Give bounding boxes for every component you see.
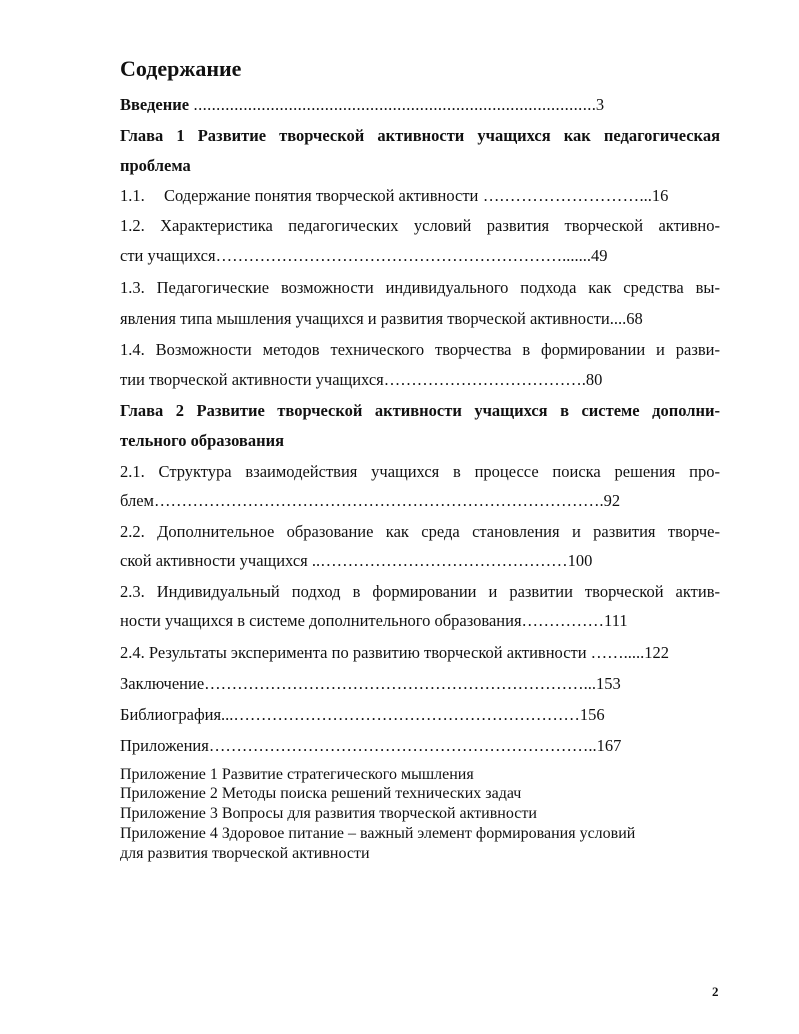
toc-section-1-2-text: сти учащихся………………………………………………………....... <box>120 246 591 265</box>
toc-intro-page: .3 <box>591 95 605 114</box>
page-title: Содержание <box>120 56 242 81</box>
appendix-item-3: Приложение 3 Вопросы для развития творческой активности <box>120 805 537 822</box>
toc-chapter-2-line-1[interactable]: Глава 2 Развитие творческой активности учащихся в системе дополни- <box>120 401 720 420</box>
toc-section-2-2-line-2[interactable]: ской активности учащихся ..………………………………………100 <box>120 551 593 570</box>
appendix-item-1: Приложение 1 Развитие стратегического мышления <box>120 766 474 783</box>
toc-chapter-1-line-1[interactable]: Глава 1 Развитие творческой активности учащихся как педагогическая <box>120 126 720 145</box>
toc-appendices[interactable]: Приложения……………………………………………………………..167 <box>120 736 622 755</box>
toc-section-1-3-line-2[interactable]: явления типа мышления учащихся и развития творческой активности....68 <box>120 309 643 328</box>
toc-bibliography[interactable]: Библиография...………………………………………………………156 <box>120 705 605 724</box>
toc-section-2-2-line-1[interactable]: 2.2. Дополнительное образование как среда становления и развития творче- <box>120 522 720 541</box>
toc-section-2-3-line-1[interactable]: 2.3. Индивидуальный подход в формировании и развитии творческой актив- <box>120 582 720 601</box>
toc-section-2-4[interactable]: 2.4. Результаты эксперимента по развитию творческой активности …….....122 <box>120 643 670 662</box>
toc-section-1-1[interactable] <box>120 185 720 207</box>
toc-section-1-2-line-1[interactable]: 1.2. Характеристика педагогических условий развития творческой активно- <box>120 216 720 235</box>
toc-section-1-1-dots: ….…………………… <box>478 186 640 205</box>
toc-section-2-1-line-2[interactable]: блем……………………………………………………………………….92 <box>120 491 621 510</box>
toc-section-1-2-line-2[interactable] <box>120 245 720 267</box>
toc-section-1-1-page: ...16 <box>639 186 669 205</box>
toc-intro[interactable] <box>120 94 720 116</box>
appendix-item-2: Приложение 2 Методы поиска решений технических задач <box>120 785 522 802</box>
toc-section-2-1-line-1[interactable]: 2.1. Структура взаимодействия учащихся в процессе поиска решения про- <box>120 462 720 481</box>
toc-section-1-3-line-1[interactable]: 1.3. Педагогические возможности индивидуального подхода как средства вы- <box>120 278 720 297</box>
appendix-item-4: Приложение 4 Здоровое питание – важный элемент формирования условий <box>120 825 636 842</box>
toc-section-2-3-line-2[interactable]: ности учащихся в системе дополнительного образования……………111 <box>120 611 628 630</box>
toc-intro-label: Введение <box>120 95 190 114</box>
toc-section-1-1-label: Содержание понятия творческой активности <box>164 186 479 205</box>
toc-chapter-2-line-2[interactable]: тельного образования <box>120 431 285 450</box>
toc-chapter-1-line-2[interactable]: проблема <box>120 156 191 175</box>
page-number: 2 <box>712 984 719 999</box>
toc-section-1-4-line-1[interactable]: 1.4. Возможности методов технического творчества в формировании и разви- <box>120 340 720 359</box>
appendix-item-4-continued: для развития творческой активности <box>120 845 370 862</box>
toc-section-1-2-page: 49 <box>590 246 608 265</box>
toc-intro-dots: ........................................................................................ <box>189 95 592 114</box>
toc-section-1-4-line-2[interactable]: тии творческой активности учащихся……………………………….80 <box>120 370 603 389</box>
toc-section-1-1-number: 1.1. <box>120 186 145 205</box>
toc-conclusion[interactable]: Заключение……………………………………………………………...153 <box>120 674 621 693</box>
